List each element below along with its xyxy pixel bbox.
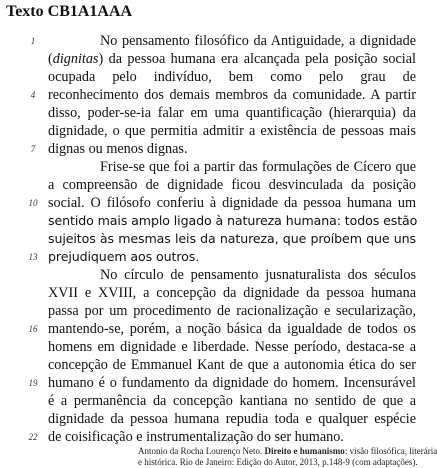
text-line: dignidade da pessoa humana repudia toda e qualquer espécie (48, 411, 416, 427)
text-line: sentido mais amplo ligado à natureza humana: todos estão (48, 213, 418, 228)
text-line: homens em dignidade e liberdade. Nesse período, destaca-se a (48, 339, 416, 355)
reference-author: Antonio da Rocha Lourenço Neto. (138, 446, 263, 456)
text-line: passa por um procedimento de racionalização e secularização, (48, 303, 416, 319)
reference-title: Direito e humanismo (264, 446, 345, 456)
text-line: No círculo de pensamento jusnaturalista dos séculos (100, 267, 416, 283)
line-number: 13 (28, 252, 38, 262)
line-number: 1 (30, 36, 36, 46)
reference-line-1 (138, 446, 437, 457)
text-line: ocupada pelo indivíduo, bem como pelo grau de (48, 69, 416, 85)
line-number: 22 (28, 432, 38, 442)
text-line: humano é o fundamento da dignidade do homem. Incensurável (48, 375, 416, 391)
source-reference (138, 446, 437, 468)
text-line: XVII e XVIII, a concepção da dignidade da pessoa humana (48, 285, 416, 301)
line-number: 16 (28, 324, 38, 334)
text-line: social. O filósofo conferiu à dignidade da pessoa humana um (48, 195, 416, 211)
text-line: de coisificação e instrumentalização do ser humano. (48, 429, 344, 445)
text-line: No pensamento filosófico da Antiguidade, a dignidade (100, 33, 416, 49)
reference-subtitle: : visão filosófica, literária (344, 446, 437, 456)
line-number: 10 (28, 198, 38, 208)
text-line: disso, poder-se-ia falar em uma quantificação (hierarquia) da (48, 105, 416, 121)
text-heading: Texto CB1A1AAA (6, 3, 133, 20)
text-line: Frise-se que foi a partir das formulações de Cícero que (100, 159, 416, 175)
text-line: mantendo-se, porém, a noção básica da igualdade de todos os (48, 321, 416, 337)
line-number: 19 (28, 378, 38, 388)
line-number: 7 (30, 144, 36, 154)
text-line: prejudiquem aos outros. (48, 249, 200, 264)
latin-term: dignitas (52, 51, 99, 67)
text-line: é a permanência da concepção kantiana no sentido de que a (48, 393, 416, 409)
text-line: sujeitos às mesmas leis da natureza, que proíbem que uns (48, 231, 416, 246)
text-line: reconhecimento dos demais membros da comunidade. A partir (48, 87, 416, 103)
reference-line-2: e histórica. Rio de Janeiro: Edição do Autor, 2013, p.148-9 (com adaptações). (138, 457, 418, 467)
text-line: dignas ou menos dignas. (48, 141, 188, 157)
text-line: (dignitas) da pessoa humana era alcançada pela posição social (48, 51, 416, 67)
text-line: dignidade, o que permitia admitir a existência de pessoas mais (48, 123, 416, 139)
text-line: concepção de Emmanuel Kant de que a autonomia ética do ser (48, 357, 416, 373)
line-number: 4 (30, 90, 36, 100)
text-line: a compreensão de dignidade ficou desvinculada da posição (48, 177, 416, 193)
